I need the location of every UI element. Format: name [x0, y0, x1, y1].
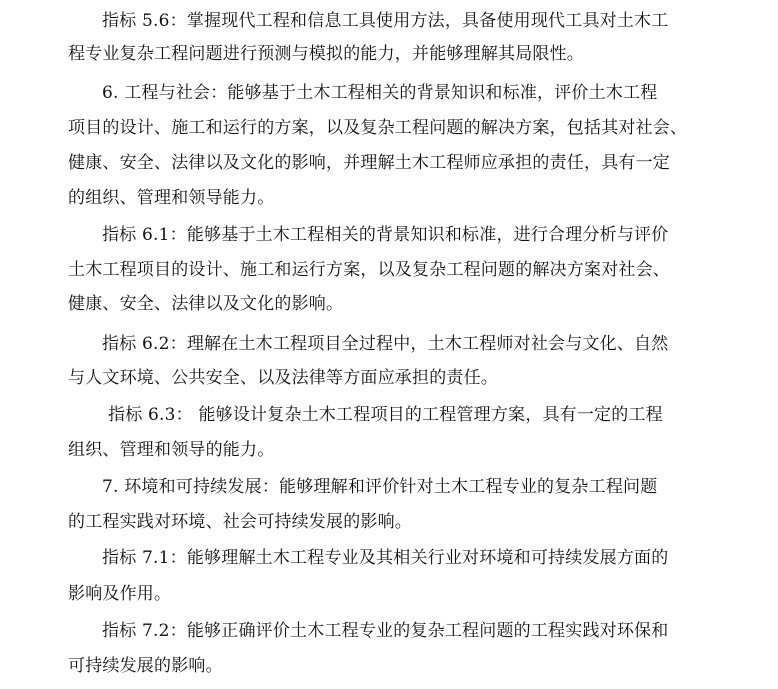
text-line-8: 土木工程项目的设计、施工和运行方案，以及复杂工程问题的解决方案对社会、: [68, 260, 670, 280]
text-line-19: 可持续发展的影响。: [68, 656, 223, 676]
text-line-18: 指标 7.2：能够正确评价土木工程专业的复杂工程问题的工程实践对环保和: [102, 621, 669, 641]
text-line-6: 的组织、管理和领导能力。: [68, 188, 275, 208]
text-line-7: 指标 6.1：能够基于土木工程相关的背景知识和标准，进行合理分析与评价: [102, 225, 669, 245]
text-line-16: 指标 7.1：能够理解土木工程专业及其相关行业对环境和可持续发展方面的: [102, 548, 669, 568]
text-line-5: 健康、安全、法律以及文化的影响，并理解土木工程师应承担的责任，具有一定: [68, 153, 670, 173]
text-line-12: 指标 6.3： 能够设计复杂土木工程项目的工程管理方案，具有一定的工程: [108, 405, 663, 425]
text-line-14: 7. 环境和可持续发展：能够理解和评价针对土木工程专业的复杂工程问题: [102, 477, 658, 497]
text-line-10: 指标 6.2：理解在土木工程项目全过程中，土木工程师对社会与文化、自然: [102, 334, 669, 354]
text-line-3: 6. 工程与社会：能够基于土木工程相关的背景知识和标准，评价土木工程: [102, 83, 658, 103]
text-line-11: 与人文环境、公共安全、以及法律等方面应承担的责任。: [68, 368, 498, 388]
text-line-1: 指标 5.6：掌握现代工程和信息工具使用方法，具备使用现代工具对土木工: [102, 11, 669, 31]
text-line-9: 健康、安全、法律以及文化的影响。: [68, 294, 344, 314]
text-line-15: 的工程实践对环境、社会可持续发展的影响。: [68, 512, 412, 532]
text-line-2: 程专业复杂工程问题进行预测与模拟的能力，并能够理解其局限性。: [68, 44, 584, 64]
text-line-17: 影响及作用。: [68, 584, 172, 604]
text-line-13: 组织、管理和领导的能力。: [68, 440, 275, 460]
text-line-4: 项目的设计、施工和运行的方案，以及复杂工程问题的解决方案，包括其对社会、: [68, 118, 688, 138]
